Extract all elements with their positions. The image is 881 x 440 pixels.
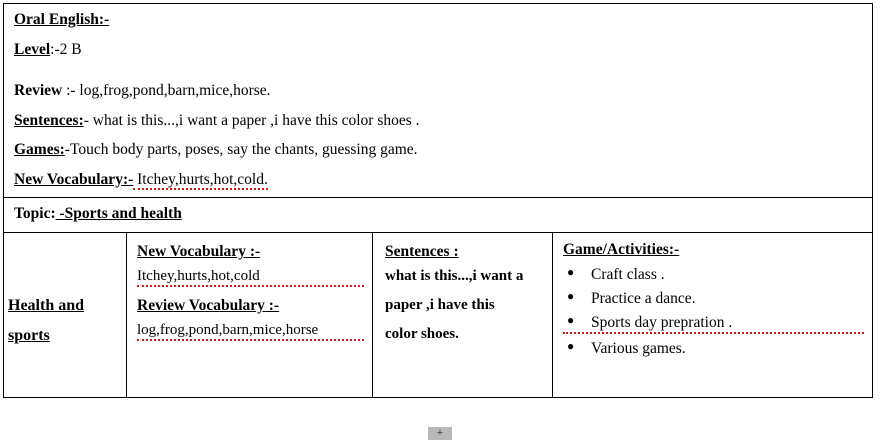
- sentences-value: - what is this...,i want a paper ,i have this color shoes .: [83, 111, 420, 129]
- review-vocabulary-heading: Review Vocabulary :-: [137, 297, 280, 314]
- review-label: Review: [14, 82, 63, 99]
- level-label: Level: [14, 40, 51, 58]
- games-value: -Touch body parts, poses, say the chants, guessing game.: [64, 141, 418, 158]
- sentence-line-3: color shoes.: [385, 326, 459, 342]
- topic-label: Topic:: [14, 205, 56, 222]
- list-item: ● Sports day prepration .: [563, 314, 864, 334]
- header-block-cell: [4, 4, 873, 198]
- table-row-header-block: [4, 4, 873, 198]
- new-vocabulary-label: New Vocabulary:-: [14, 170, 134, 188]
- list-item: ● Practice a dance.: [563, 290, 864, 308]
- games-label: Games:: [14, 141, 65, 158]
- oral-english-line: [14, 12, 862, 28]
- list-item: ● Craft class .: [563, 266, 864, 284]
- sentences-heading-text: Sentences :: [385, 243, 459, 260]
- level-value: :-2 B: [50, 40, 82, 58]
- sentence-line-1: what is this...,i want a: [385, 268, 524, 284]
- table-row-topic: [4, 198, 873, 233]
- list-item: ● Various games.: [563, 340, 864, 358]
- topic-value: -Sports and health: [55, 205, 182, 222]
- oral-english-label: Oral English:-: [14, 11, 110, 28]
- new-vocabulary-items: Itchey,hurts,hot,cold: [137, 268, 364, 287]
- sentences-heading: [385, 243, 544, 261]
- sentences-line: [14, 113, 862, 129]
- subject-label-line2: sports: [8, 327, 50, 345]
- activities-heading: Game/Activities:-: [563, 241, 680, 258]
- sentences-cell: [373, 233, 553, 398]
- new-vocabulary-heading: New Vocabulary :-: [137, 243, 261, 260]
- vocabulary-cell: [127, 233, 373, 398]
- sentence-line-2: paper ,i have this: [385, 297, 495, 313]
- lesson-plan-table: [3, 3, 873, 398]
- activities-cell: [553, 233, 873, 398]
- new-vocabulary-value: Itchey,hurts,hot,cold.: [133, 170, 268, 188]
- games-line: [14, 142, 862, 158]
- add-row-plus-icon[interactable]: +: [428, 427, 452, 440]
- subject-cell: [4, 233, 127, 398]
- topic-cell: [4, 198, 873, 233]
- table-row-content: [4, 233, 873, 398]
- review-vocabulary-items: log,frog,pond,barn,mice,horse: [137, 322, 364, 341]
- new-vocabulary-line: [14, 172, 862, 188]
- subject-label-line1: Health and: [8, 297, 85, 314]
- sentences-label: Sentences:: [14, 111, 84, 129]
- review-value: :- log,frog,pond,barn,mice,horse.: [62, 82, 271, 99]
- activities-list: [563, 266, 864, 358]
- review-line: [14, 83, 862, 99]
- level-line: [14, 42, 862, 58]
